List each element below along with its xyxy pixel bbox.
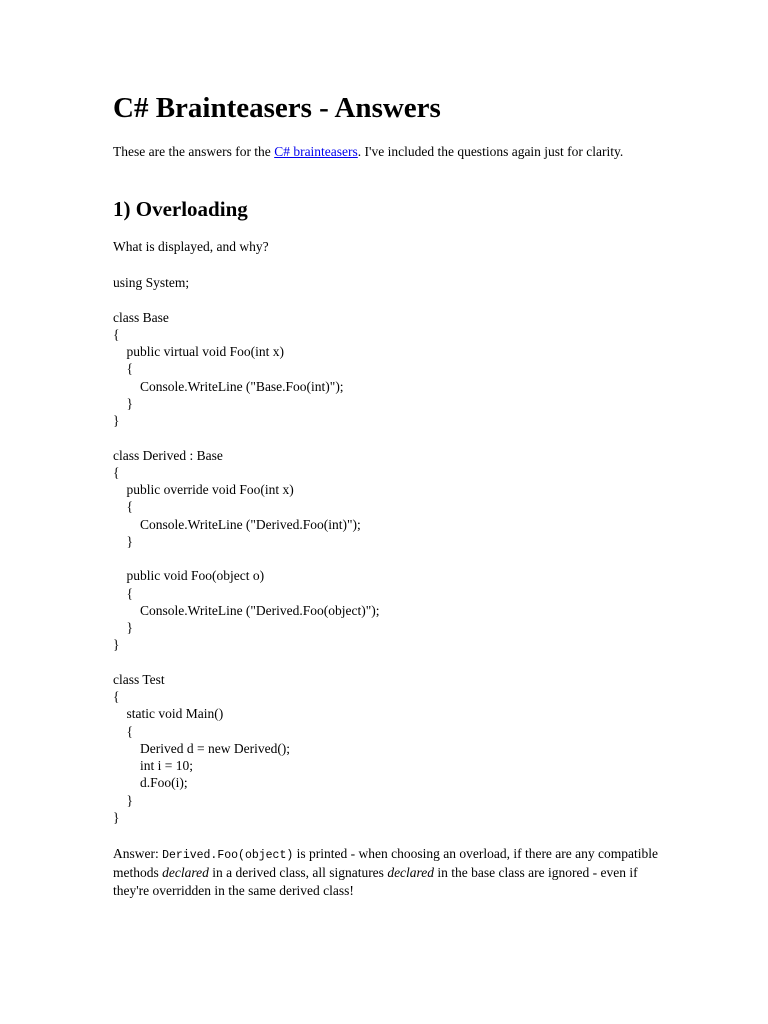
question-text: What is displayed, and why?	[113, 239, 269, 254]
code-line: {	[113, 689, 120, 704]
intro-paragraph	[113, 143, 653, 160]
section-heading: 1) Overloading	[113, 197, 248, 221]
code-line: public override void Foo(int x)	[113, 482, 294, 497]
code-line: }	[113, 533, 133, 549]
code-line	[113, 291, 380, 308]
code-line: }	[113, 637, 120, 653]
code-line: {	[113, 499, 133, 515]
code-line: Console.WriteLine ("Derived.Foo(object)");	[113, 602, 380, 618]
code-line: {	[113, 723, 133, 739]
code-line	[113, 429, 380, 446]
code-line: class Test	[113, 671, 165, 687]
code-line: class Derived : Base	[113, 447, 223, 463]
code-line: {	[113, 361, 133, 377]
code-line: Console.WriteLine ("Derived.Foo(int)");	[113, 516, 361, 532]
answer-text-3: in the base class are ignored - even if they're overridden in the same derived class!	[113, 865, 638, 898]
code-line: d.Foo(i);	[113, 775, 188, 791]
code-line: public void Foo(object o)	[113, 568, 265, 584]
answer-paragraph	[113, 845, 658, 899]
intro-text-after: . I've included the questions again just for clarity.	[357, 144, 624, 159]
page-title: C# Brainteasers - Answers	[113, 92, 441, 124]
code-line: int i = 10;	[113, 758, 193, 773]
code-line: class Base	[113, 309, 169, 325]
code-line: Derived d = new Derived();	[113, 740, 291, 756]
answer-emphasis-2: declared	[387, 865, 435, 881]
code-line: {	[113, 464, 120, 480]
answer-text-1: is printed - when choosing an overload, if there are any compatible methods	[113, 846, 659, 881]
code-line	[113, 550, 380, 567]
code-line: }	[113, 809, 120, 825]
code-line: using System;	[113, 275, 190, 290]
answer-emphasis-1: declared	[162, 865, 209, 881]
brainteasers-link[interactable]: C# brainteasers	[274, 144, 358, 159]
answer-text-2: in a derived class, all signatures	[208, 865, 388, 881]
intro-text-before: These are the answers for the	[113, 144, 275, 159]
code-line: static void Main()	[113, 706, 224, 722]
answer-code: Derived.Foo(object)	[162, 849, 294, 862]
code-line: Console.WriteLine ("Base.Foo(int)");	[113, 378, 344, 394]
code-line: }	[113, 792, 133, 808]
code-line: }	[113, 395, 133, 411]
code-line: }	[113, 413, 120, 428]
code-line: }	[113, 620, 133, 635]
code-line: {	[113, 585, 133, 601]
code-line: {	[113, 326, 120, 342]
code-line: public virtual void Foo(int x)	[113, 344, 284, 359]
code-block	[113, 274, 380, 826]
code-line	[113, 654, 380, 671]
answer-label: Answer:	[113, 846, 163, 861]
